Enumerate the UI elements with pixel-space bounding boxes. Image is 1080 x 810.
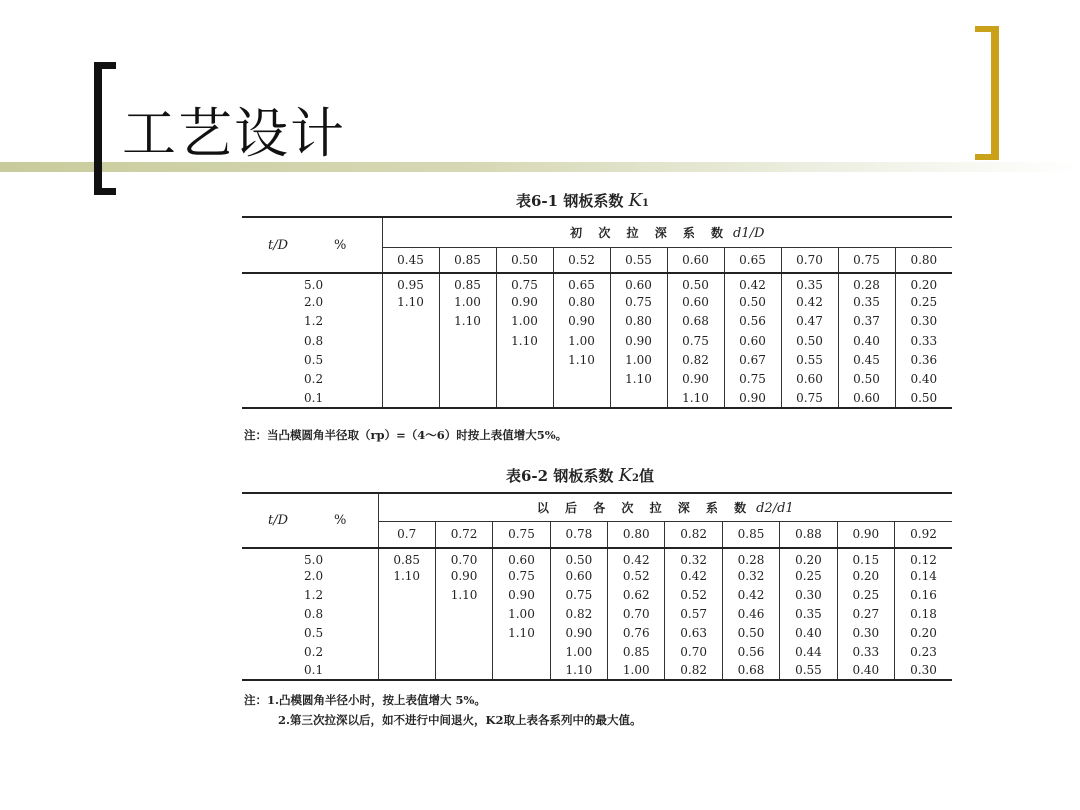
table1-cell: 1.10	[553, 350, 610, 369]
table2-cell: 0.35	[780, 605, 837, 624]
table2-cell: 0.57	[665, 605, 722, 624]
table2-cell: 0.23	[895, 643, 953, 662]
table1-column-header: 0.75	[838, 247, 895, 273]
table2-cell	[493, 643, 550, 662]
table1-cell	[382, 350, 439, 369]
table1-cell: 0.75	[496, 273, 553, 292]
table1-note: 注：当凸模圆角半径取（rp）=（4～6）时按上表值增大5%。	[244, 428, 568, 442]
table1-cell: 0.95	[382, 273, 439, 292]
table2-cell: 0.90	[550, 624, 607, 643]
table2-cell: 0.40	[837, 661, 894, 680]
table1-column-header: 0.50	[496, 247, 553, 273]
table2-cell: 0.70	[665, 643, 722, 662]
table1-cell: 1.10	[610, 369, 667, 388]
table2-cell: 0.82	[550, 605, 607, 624]
table1-cell: 0.60	[610, 273, 667, 292]
table1-cell: 0.90	[610, 331, 667, 350]
table1-cell	[496, 369, 553, 388]
table2-cell: 1.00	[493, 605, 550, 624]
table2-cell	[435, 605, 492, 624]
table1-caption-symbol: K	[628, 190, 643, 211]
table1-cell	[439, 331, 496, 350]
table-row	[242, 312, 952, 331]
table2-cell: 0.42	[665, 567, 722, 586]
slide-title: 工艺设计	[122, 102, 346, 165]
table-row	[242, 643, 952, 662]
table2-column-header: 0.82	[665, 521, 722, 548]
table2-column-header: 0.90	[837, 521, 894, 548]
left-bracket-decoration	[94, 62, 116, 195]
table1-cell: 0.90	[496, 292, 553, 311]
table2-row-label: 5.0	[242, 548, 378, 567]
table1-cell	[382, 312, 439, 331]
table-row	[242, 586, 952, 605]
table1-column-header: 0.80	[895, 247, 952, 273]
table-row	[242, 292, 952, 311]
table2-cell: 0.75	[550, 586, 607, 605]
table2-column-header: 0.7	[397, 527, 417, 542]
table2-cell: 0.42	[608, 548, 665, 567]
table2-cell: 0.63	[665, 624, 722, 643]
table1-cell	[439, 389, 496, 408]
table1-cell: 0.80	[553, 292, 610, 311]
table2-cell: 0.27	[837, 605, 894, 624]
table1-cell: 0.28	[838, 273, 895, 292]
table2-cell: 0.18	[895, 605, 953, 624]
table1-cell: 0.90	[724, 389, 781, 408]
table2-cell: 0.85	[378, 548, 435, 567]
table2-cell: 0.62	[608, 586, 665, 605]
table-row	[242, 661, 952, 680]
table2-cell: 0.12	[895, 548, 953, 567]
table-row	[242, 331, 952, 350]
table1-cell	[496, 350, 553, 369]
table2-caption	[506, 465, 654, 486]
table2-cell	[435, 624, 492, 643]
table2-row-header: t/D %	[242, 493, 378, 548]
table2-note-line1: 注：1.凸模圆角半径小时，按上表值增大 5%。	[244, 693, 486, 707]
table1-row-label: 5.0	[242, 273, 382, 292]
table1-cell: 0.42	[781, 292, 838, 311]
table1	[242, 216, 952, 409]
table2-cell: 0.76	[608, 624, 665, 643]
table1-group-header: 初 次 拉 深 系 数 d1/D	[382, 217, 952, 247]
table1-row-label: 0.2	[242, 369, 382, 388]
table2-cell: 0.85	[608, 643, 665, 662]
table2-cell	[378, 586, 435, 605]
table-row	[242, 273, 952, 292]
table-row	[242, 605, 952, 624]
table2-cell: 0.90	[493, 586, 550, 605]
table2-cell: 0.52	[665, 586, 722, 605]
table1-cell	[496, 389, 553, 408]
table2-cell: 0.32	[665, 548, 722, 567]
table1-cell: 0.85	[439, 273, 496, 292]
table1-row-label: 1.2	[242, 312, 382, 331]
table2-cell: 0.46	[722, 605, 779, 624]
table2-cell	[378, 605, 435, 624]
table1-cell: 0.82	[667, 350, 724, 369]
table1-cell: 0.60	[667, 292, 724, 311]
table2-cell: 0.25	[837, 586, 894, 605]
table2-cell: 0.82	[665, 661, 722, 680]
table2-cell: 0.50	[722, 624, 779, 643]
table1-cell	[382, 331, 439, 350]
table2-cell	[378, 624, 435, 643]
table1-cell: 0.37	[838, 312, 895, 331]
table1-caption	[516, 190, 649, 211]
table1-cell: 1.10	[667, 389, 724, 408]
table2-cell: 0.70	[608, 605, 665, 624]
table2-row-label: 0.5	[242, 624, 378, 643]
table2-column-header: 0.88	[780, 521, 837, 548]
table-row	[242, 624, 952, 643]
table1-cell: 0.50	[781, 331, 838, 350]
table-row	[242, 389, 952, 408]
table2-cell	[378, 661, 435, 680]
table1-column-header: 0.70	[781, 247, 838, 273]
table1-cell: 1.00	[553, 331, 610, 350]
table2-cell: 0.30	[895, 661, 953, 680]
table1-cell: 0.30	[895, 312, 952, 331]
table2-column-header: 0.75	[493, 521, 550, 548]
table1-column-header: 0.55	[610, 247, 667, 273]
table1-cell: 0.20	[895, 273, 952, 292]
table2-cell: 0.30	[780, 586, 837, 605]
table2-caption-text: 表6-2 钢板系数	[506, 467, 614, 485]
table2-cell: 0.20	[895, 624, 953, 643]
table2-note-line2: 2.第三次拉深以后，如不进行中间退火，K2取上表各系列中的最大值。	[278, 713, 642, 727]
table1-cell: 0.67	[724, 350, 781, 369]
table2-cell: 1.00	[608, 661, 665, 680]
table2-column-header: 0.72	[435, 521, 492, 548]
table2-cell: 0.60	[550, 567, 607, 586]
table2-column-header: 0.78	[550, 521, 607, 548]
table1-cell: 0.47	[781, 312, 838, 331]
table2-cell: 0.32	[722, 567, 779, 586]
table2-cell: 0.56	[722, 643, 779, 662]
table1-cell: 0.80	[610, 312, 667, 331]
table2-cell: 1.10	[378, 567, 435, 586]
table1-cell: 0.33	[895, 331, 952, 350]
table2-cell: 1.00	[550, 643, 607, 662]
table1-cell: 0.50	[667, 273, 724, 292]
table1-cell: 1.00	[439, 292, 496, 311]
table2-row-label: 0.8	[242, 605, 378, 624]
table1-cell: 1.10	[496, 331, 553, 350]
table1-cell	[553, 369, 610, 388]
table1-column-header: 0.45	[397, 252, 424, 267]
table1-cell: 0.68	[667, 312, 724, 331]
table1-cell: 0.45	[838, 350, 895, 369]
table1-cell: 0.36	[895, 350, 952, 369]
table2-cell: 0.44	[780, 643, 837, 662]
table2-group-header: 以 后 各 次 拉 深 系 数 d2/d1	[378, 493, 952, 521]
table1-cell: 0.42	[724, 273, 781, 292]
table1-caption-subscript: 1	[642, 198, 649, 209]
table-row	[242, 369, 952, 388]
table2-cell: 0.30	[837, 624, 894, 643]
table1-cell: 0.90	[667, 369, 724, 388]
table2-cell: 0.42	[722, 586, 779, 605]
table2-caption-suffix: 值	[638, 467, 654, 485]
table1-cell: 0.75	[610, 292, 667, 311]
table-row	[242, 567, 952, 586]
table1-cell	[610, 389, 667, 408]
table2-row-label: 0.1	[242, 661, 378, 680]
table1-cell: 0.75	[667, 331, 724, 350]
table2-cell: 0.55	[780, 661, 837, 680]
table1-caption-text: 表6-1 钢板系数	[516, 192, 624, 210]
table2-cell: 0.90	[435, 567, 492, 586]
table2-row-label: 2.0	[242, 567, 378, 586]
table1-cell: 0.75	[724, 369, 781, 388]
table1-cell: 1.10	[382, 292, 439, 311]
table1-column-header: 0.52	[553, 247, 610, 273]
table1-column-header: 0.65	[724, 247, 781, 273]
table1-cell: 0.65	[553, 273, 610, 292]
table2-cell: 0.25	[780, 567, 837, 586]
table1-cell: 0.50	[724, 292, 781, 311]
table1-row-label: 0.1	[242, 389, 382, 408]
table2-cell: 0.60	[493, 548, 550, 567]
table1-cell: 0.90	[553, 312, 610, 331]
table-row	[242, 350, 952, 369]
table1-cell	[382, 369, 439, 388]
table2-cell: 0.50	[550, 548, 607, 567]
table1-cell	[553, 389, 610, 408]
table2-cell: 0.68	[722, 661, 779, 680]
table2-cell	[493, 661, 550, 680]
table1-row-label: 2.0	[242, 292, 382, 311]
table1-cell: 1.10	[439, 312, 496, 331]
table2-cell: 0.75	[493, 567, 550, 586]
table2-cell: 1.10	[550, 661, 607, 680]
table1-cell: 1.00	[496, 312, 553, 331]
table2-cell: 0.40	[780, 624, 837, 643]
table1-cell: 0.35	[838, 292, 895, 311]
table2-cell: 1.10	[493, 624, 550, 643]
table2-cell: 1.10	[435, 586, 492, 605]
table2-cell: 0.28	[722, 548, 779, 567]
table1-cell: 0.60	[724, 331, 781, 350]
right-bracket-decoration	[975, 26, 999, 160]
table1-row-label: 0.8	[242, 331, 382, 350]
table2-cell: 0.33	[837, 643, 894, 662]
table2-cell	[435, 661, 492, 680]
table2-cell: 0.20	[780, 548, 837, 567]
table2-row-label: 1.2	[242, 586, 378, 605]
table2	[242, 492, 952, 681]
table2-column-header: 0.85	[722, 521, 779, 548]
table2-cell: 0.70	[435, 548, 492, 567]
table1-row-header: t/D %	[242, 217, 382, 273]
table1-column-header: 0.60	[667, 247, 724, 273]
table2-caption-symbol: K	[618, 465, 633, 486]
table2-row-label: 0.2	[242, 643, 378, 662]
table1-cell: 0.60	[838, 389, 895, 408]
table1-row-label: 0.5	[242, 350, 382, 369]
table1-cell: 0.60	[781, 369, 838, 388]
table2-column-header: 0.92	[895, 521, 953, 548]
table1-cell	[439, 369, 496, 388]
table2-cell	[435, 643, 492, 662]
table2-cell: 0.20	[837, 567, 894, 586]
table1-cell: 0.25	[895, 292, 952, 311]
table2-cell: 0.14	[895, 567, 953, 586]
table-row	[242, 548, 952, 567]
table1-cell: 0.50	[838, 369, 895, 388]
table2-column-header: 0.80	[608, 521, 665, 548]
table2-cell	[378, 643, 435, 662]
table1-cell: 0.40	[895, 369, 952, 388]
table1-cell: 0.50	[895, 389, 952, 408]
table1-cell	[382, 389, 439, 408]
table1-cell: 0.40	[838, 331, 895, 350]
table1-cell: 0.75	[781, 389, 838, 408]
table2-cell: 0.15	[837, 548, 894, 567]
table1-column-header: 0.85	[439, 247, 496, 273]
table1-cell: 0.55	[781, 350, 838, 369]
table1-cell: 0.56	[724, 312, 781, 331]
table2-caption-subscript: 2	[632, 473, 639, 484]
table1-cell	[439, 350, 496, 369]
table2-cell: 0.52	[608, 567, 665, 586]
table2-cell: 0.16	[895, 586, 953, 605]
table1-cell: 1.00	[610, 350, 667, 369]
table1-cell: 0.35	[781, 273, 838, 292]
